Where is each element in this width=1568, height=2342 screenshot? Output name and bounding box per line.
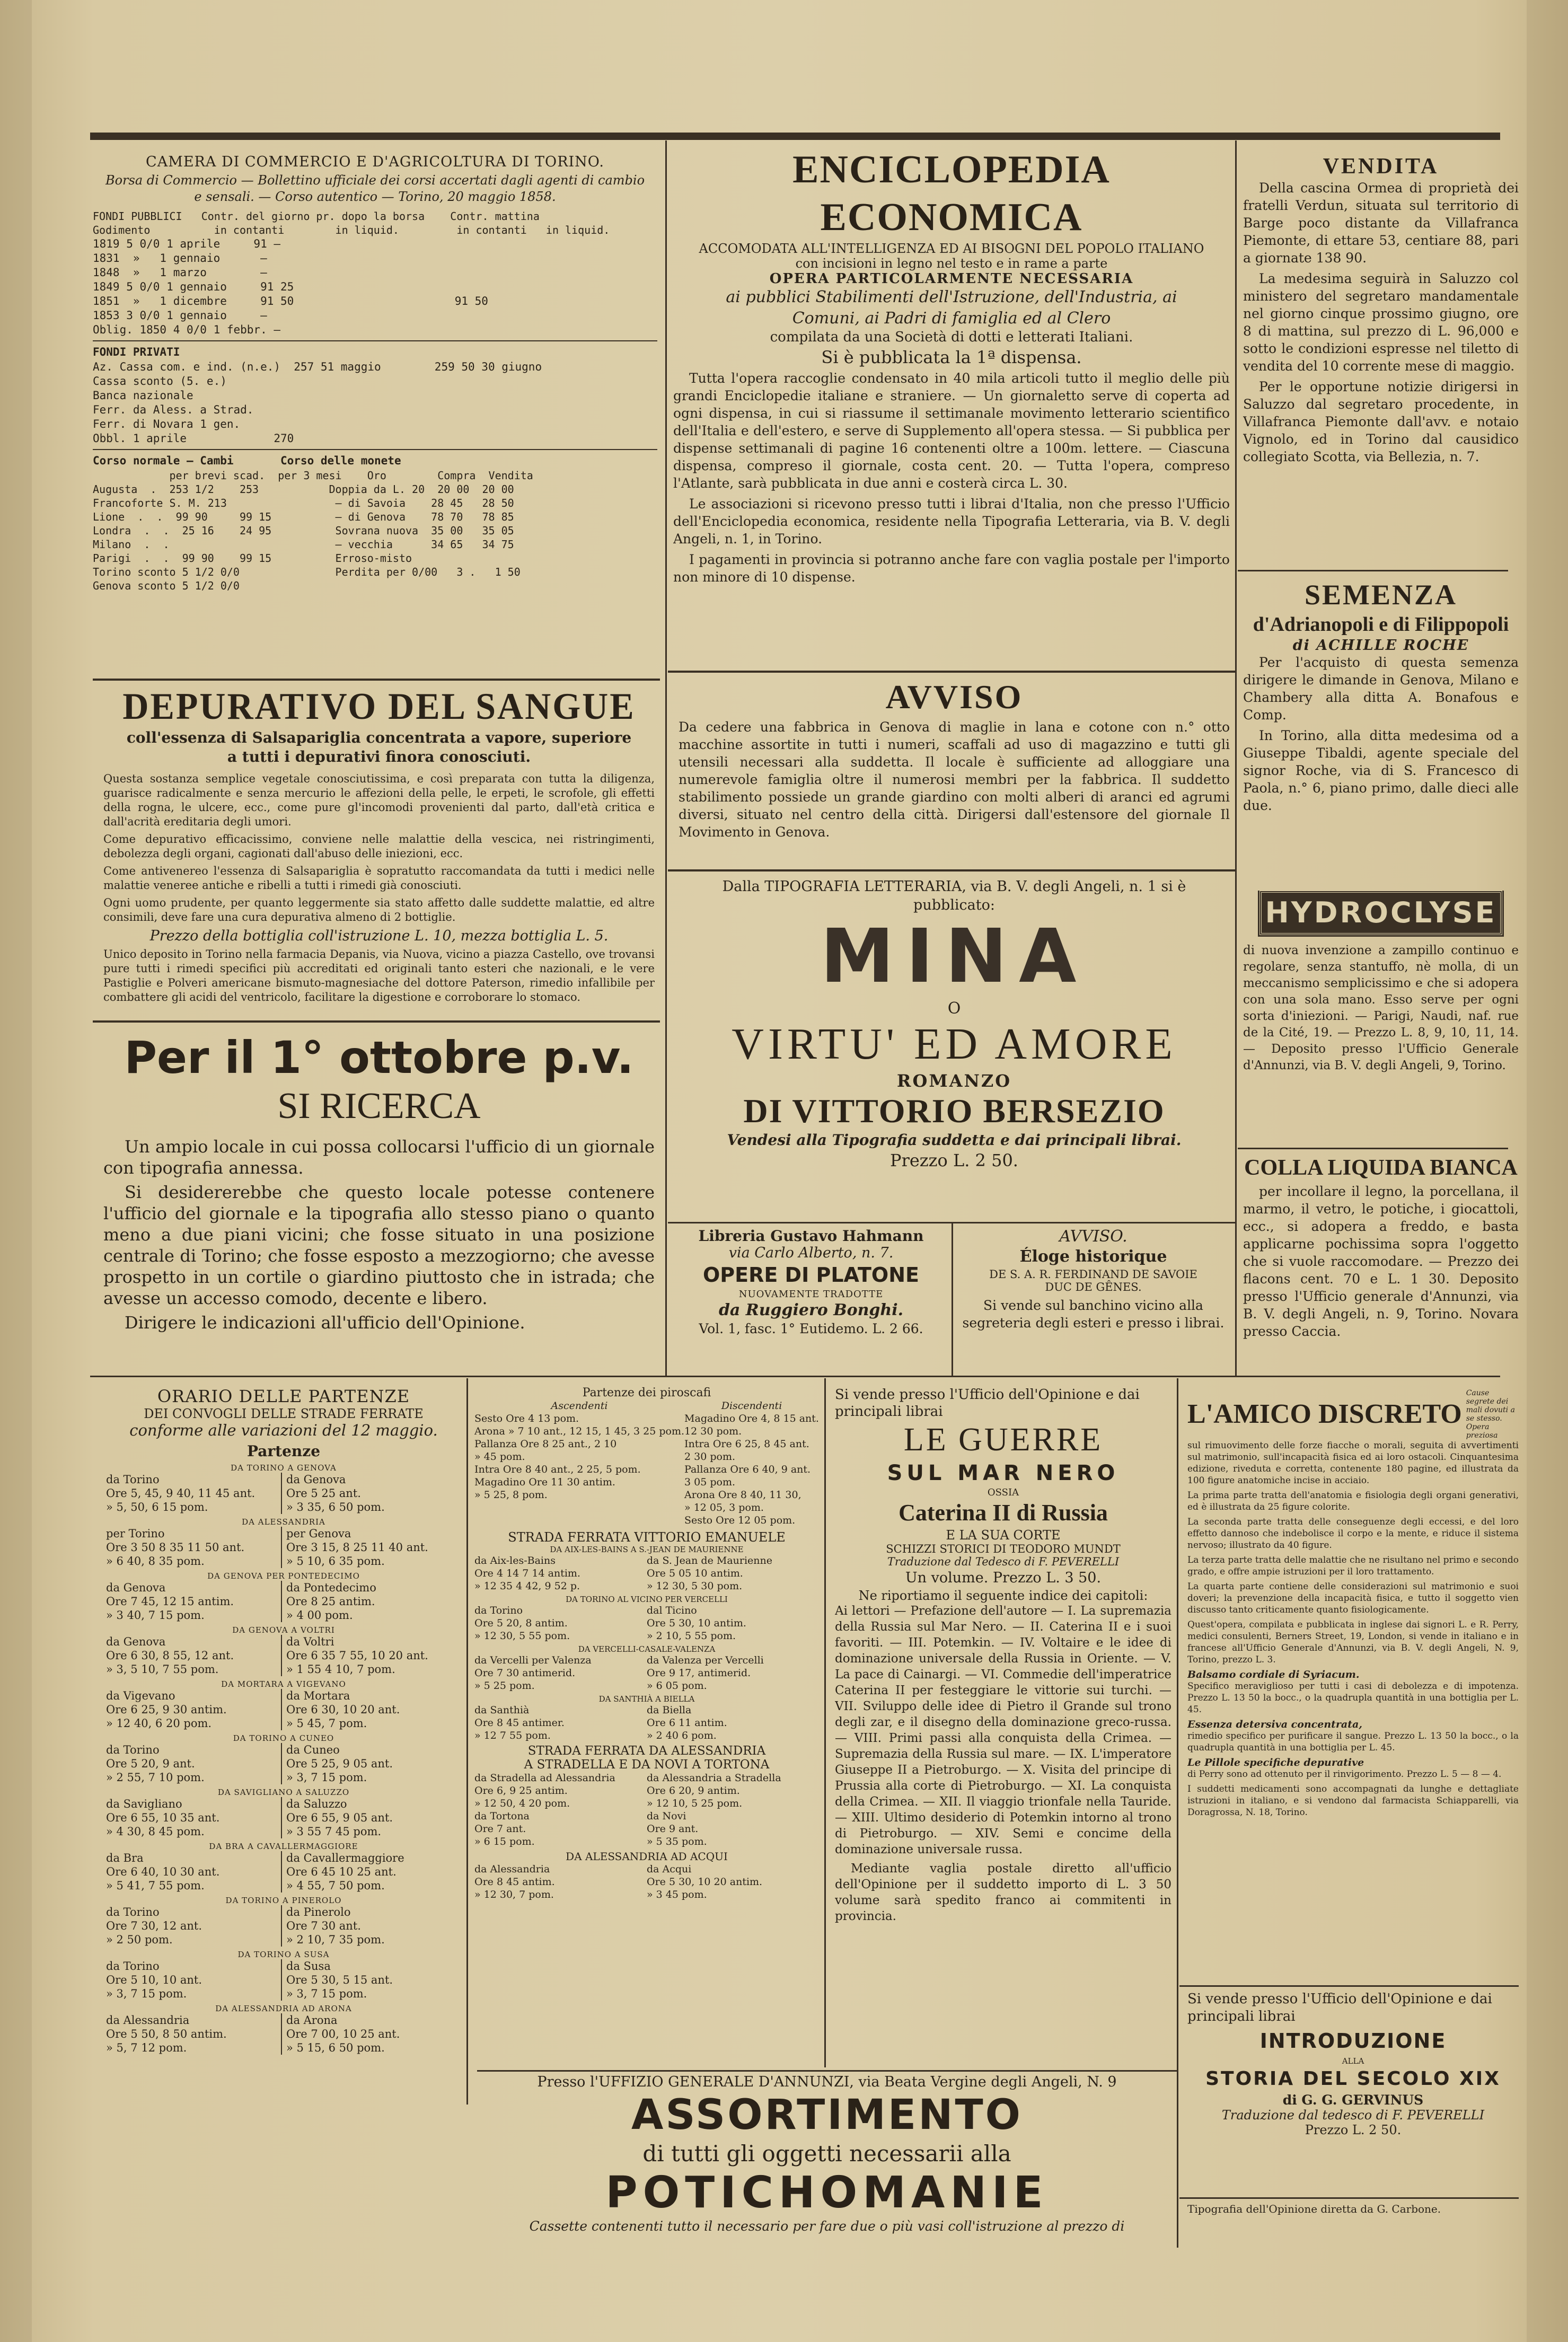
assortimento-footer: Cassette contenenti tutto il necessario per fare due o più vasi coll'istruzione al prezzo di bbox=[529, 2218, 1125, 2234]
timetable-section bbox=[106, 1733, 461, 1784]
guerre-ossia: OSSIA bbox=[987, 1487, 1019, 1498]
introduzione-alla: ALLA bbox=[1342, 2056, 1364, 2066]
guerre-vol: Un volume. Prezzo L. 3 50. bbox=[905, 1570, 1102, 1586]
timetable-title: ORARIO DELLE PARTENZE bbox=[157, 1386, 410, 1406]
public-funds-table: 1819 5 0/0 1 aprile 91 — 1831 » 1 gennaio — 1848 » 1 marzo — 1849 5 0/0 1 gennaio 91 25 1851 » 1 dicembre 91 50 91 50 1853 3 0/0 1 gennaio — Oblig. 1850 4 0/0 1 febbr. — bbox=[93, 237, 488, 336]
timetable-section-head: DA ALESSANDRIA AD ARONA bbox=[215, 2004, 352, 2013]
timetable-cell: da Torino Ore 5 20, 9 ant. » 2 55, 7 10 pom. bbox=[106, 1744, 205, 1784]
timetable-cell: da Saluzzo Ore 6 55, 9 05 ant. » 3 55 7 45 pom. bbox=[281, 1797, 461, 1838]
timetable-section bbox=[106, 1842, 461, 1892]
biella-a: da Santhià Ore 8 45 antimer. » 12 7 55 pom. bbox=[474, 1704, 565, 1741]
guerre-title2: SUL MAR NERO bbox=[887, 1461, 1120, 1485]
guerre-ad bbox=[835, 1386, 1171, 2070]
platone-by: da Ruggiero Bonghi. bbox=[718, 1301, 904, 1319]
introduzione-storia: STORIA DEL SECOLO XIX bbox=[1205, 2068, 1501, 2090]
platone-vol: Vol. 1, fasc. 1° Eutidemo. L. 2 66. bbox=[699, 1321, 923, 1336]
amico-body7: Specifico meraviglioso per tutti i casi di debolezza e di impotenza. Prezzo L. 13 50 la bocc., o la quadrupla quantità in una bottiglia per L. 45. bbox=[1187, 1681, 1519, 1715]
column-rule bbox=[1177, 1378, 1178, 2248]
guerre-corte: E LA SUA CORTE bbox=[946, 1528, 1061, 1543]
amico-ad bbox=[1187, 1389, 1519, 1980]
introduzione-price: Prezzo L. 2 50. bbox=[1305, 2123, 1402, 2137]
amico-body: sul rimuovimento delle forze fiacche o morali, seguita di avvertimenti sul matrimonio, sull'incapacità fisica ed ai loro ostacoli. Cinquantesima edizione, riveduta e corretta, contenente 180 pagine, ed illustrata da 100 figure anatomiche incise in acciaio. bbox=[1187, 1440, 1519, 1486]
timetable-cell: da Alessandria Ore 5 50, 8 50 antim. » 5, 7 12 pom. bbox=[106, 2014, 227, 2054]
public-funds-header: FONDI PUBBLICI Contr. del giorno pr. dopo la borsa Contr. mattina Godimento in contanti in liquid. in contanti in liquid. bbox=[93, 210, 610, 236]
section-rule bbox=[90, 1376, 1500, 1377]
guerre-title: LE GUERRE bbox=[903, 1422, 1103, 1458]
divider bbox=[1238, 570, 1508, 571]
guerre-schizzi: SCHIZZI STORICI DI TEODORO MUNDT bbox=[886, 1543, 1121, 1555]
eloge-ad bbox=[957, 1227, 1230, 1373]
timetable-section-head: DA GENOVA PER PONTEDECIMO bbox=[207, 1571, 360, 1581]
timetable-section bbox=[106, 1950, 461, 2001]
private-funds-table: Az. Cassa com. e ind. (n.e.) 257 51 maggio 259 50 30 giugno Cassa sconto (5. e.) Banca nazionale Ferr. da Aless. a Strad. Ferr. di Novara 1 gen. Obbl. 1 aprile 270 bbox=[93, 360, 542, 445]
amico-body3: La seconda parte tratta delle conseguenze degli eccessi, e del loro effetto dannoso che indebolisce il corpo e la mente, e riduce il sistema nervoso; illustrato da 40 figure. bbox=[1187, 1517, 1519, 1551]
potichomanie-title: POTICHOMANIE bbox=[605, 2168, 1049, 2218]
eloge-head: AVVISO. bbox=[1059, 1227, 1127, 1246]
amico-body8: rimedio specifico per purificare il sangue. Prezzo L. 13 50 la bocc., o la quadrupla quantità in una bottiglia per L. 45. bbox=[1187, 1731, 1519, 1753]
introduzione-trad: Traduzione dal tedesco di F. PEVERELLI bbox=[1221, 2108, 1485, 2123]
colla-ad bbox=[1243, 1153, 1519, 1373]
wanted-body2: Si desidererebbe che questo locale potesse contenere l'ufficio del giornale e la tipografia allo stesso piano o quanto meno a due piani vicini; che fosse situato in una posizione centrale di Torino; che fosse esposto a mezzogiorno; che avesse prospetto in un cortile o giardino piuttosto che in istrada; che avesse un accesso comodo, decente e libero. bbox=[103, 1182, 655, 1308]
introduzione-title: INTRODUZIONE bbox=[1259, 2029, 1447, 2053]
printer-credit: Tipografia dell'Opinione diretta da G. Carbone. bbox=[1187, 2203, 1441, 2215]
semenza-title: SEMENZA bbox=[1304, 579, 1458, 611]
wanted-title: Per il 1° ottobre p.v. bbox=[124, 1032, 634, 1084]
enciclopedia-line3: OPERA PARTICOLARMENTE NECESSARIA bbox=[769, 271, 1134, 287]
divider bbox=[477, 2070, 1177, 2072]
acqui-b: da Acqui Ore 5 30, 10 20 antim. » 3 45 pom. bbox=[647, 1863, 763, 1900]
vercelli-head: DA TORINO AL VICINO PER VERCELLI bbox=[566, 1595, 728, 1604]
amico-aside: Cause segrete dei mali dovuti a se stesso. Opera preziosa bbox=[1466, 1389, 1515, 1440]
divider bbox=[93, 679, 660, 681]
enciclopedia-title: ENCICLOPEDIA ECONOMICA bbox=[792, 148, 1111, 239]
vercelli-a: da Torino Ore 5 20, 8 antim. » 12 30, 5 55 pom. bbox=[474, 1605, 570, 1642]
right-edge-shadow bbox=[1527, 0, 1568, 2342]
introduzione-by: di G. G. GERVINUS bbox=[1282, 2092, 1424, 2108]
alessandria-head: STRADA FERRATA DA ALESSANDRIA bbox=[527, 1744, 766, 1758]
column-rule bbox=[952, 1223, 953, 1376]
timetable-cell: da Vigevano Ore 6 25, 9 30 antim. » 12 40, 6 20 pom. bbox=[106, 1689, 227, 1730]
colla-body: per incollare il legno, la porcellana, il marmo, il vetro, le potiche, i giocattoli, ecc., si adopera a freddo, e basta applicarne pochissima sopra l'oggetto che si vuole raccomodare. — Prezzo dei flacons cent. 70 e L. 1 30. Deposito presso l'Ufficio generale d'Annunzi, via B. V. degli Angeli, n. 9, Torino. Novara presso Caccia. bbox=[1243, 1184, 1519, 1339]
timetable-section bbox=[106, 1571, 461, 1622]
timetable-section bbox=[106, 1463, 461, 1514]
bulletin-subtitle: Borsa di Commercio — Bollettino ufficiale dei corsi accertati dagli agenti di cambio e sensali. — Corso autentico — Torino, 20 maggio 1858. bbox=[105, 173, 645, 204]
platone-title: OPERE DI PLATONE bbox=[703, 1263, 919, 1287]
semenza-subtitle2: di ACHILLE ROCHE bbox=[1292, 637, 1469, 654]
assortimento-intro: Presso l'UFFIZIO GENERALE D'ANNUNZI, via Beata Vergine degli Angeli, N. 9 bbox=[537, 2074, 1117, 2090]
amico-body10: I suddetti medicamenti sono accompagnati da lunghe e dettagliate istruzioni in italiano, e si vendono dal farmacista Schiapparelli, via Doragrossa, N. 18, Torino. bbox=[1187, 1784, 1519, 1818]
mina-ad bbox=[679, 877, 1230, 1248]
timetable-subtitle: DEI CONVOGLI DELLE STRADE FERRATE bbox=[144, 1406, 424, 1421]
timetable-section-head: DA BRA A CAVALLERMAGGIORE bbox=[209, 1842, 358, 1851]
semenza-subtitle: d'Adrianopoli e di Filippopoli bbox=[1253, 613, 1509, 636]
guerre-trad: Traduzione dal Tedesco di F. PEVERELLI bbox=[887, 1555, 1120, 1568]
assortimento-ad bbox=[480, 2074, 1174, 2251]
enciclopedia-body2: Le associazioni si ricevono presso tutti i librai d'Italia, non che presso l'Ufficio dell'Enciclopedia economica, residente nella Tipografia Letteraria, via B. V. degli Angeli, n. 1, in Torino. bbox=[673, 496, 1230, 547]
acqui-a: da Alessandria Ore 8 45 antim. » 12 30, 7 pom. bbox=[474, 1863, 555, 1900]
depurativo-body: Questa sostanza semplice vegetale conosciutissima, e così preparata con tutta la diligenza, guarisce radicalmente e senza mercurio le affezioni della pelle, le erpeti, le scrofole, gli effetti della rogna, le ulcere, ecc., come pure gl'incomodi provenienti dal parto, dall'età critica e dall'acrità ereditaria degli umori. bbox=[103, 772, 655, 828]
timetable-cell: da Genova Ore 6 30, 8 55, 12 ant. » 3, 5 10, 7 55 pom. bbox=[106, 1635, 234, 1676]
enciclopedia-ad bbox=[673, 146, 1230, 671]
vittorio-title: STRADA FERRATA VITTORIO EMANUELE bbox=[508, 1530, 786, 1545]
platone-ad bbox=[676, 1227, 946, 1373]
wanted-body3: Dirigere le indicazioni all'ufficio dell'Opinione. bbox=[125, 1313, 525, 1333]
timetable-section bbox=[106, 1517, 461, 1568]
mina-vendesi: Vendesi alla Tipografia suddetta e dai principali librai. bbox=[727, 1131, 1182, 1149]
bulletin-title: CAMERA DI COMMERCIO E D'AGRICOLTURA DI TORINO. bbox=[146, 154, 604, 170]
enciclopedia-line2: con incisioni in legno nel testo e in rame a parte bbox=[795, 256, 1108, 271]
steamboat-desc-head: Discendenti bbox=[721, 1400, 782, 1412]
depurativo-price: Prezzo della bottiglia coll'istruzione L. 10, mezza bottiglia L. 5. bbox=[149, 928, 609, 944]
column-rule bbox=[1235, 140, 1237, 1376]
timetable-section-head: DA TORINO A GENOVA bbox=[231, 1463, 337, 1473]
valenza-a: da Vercelli per Valenza Ore 7 30 antimerid. » 5 25 pom. bbox=[474, 1654, 592, 1692]
valenza-b: da Valenza per Vercelli Ore 9 17, antimerid. » 6 05 pom. bbox=[647, 1654, 764, 1692]
colla-title: COLLA LIQUIDA BIANCA bbox=[1244, 1156, 1518, 1180]
timetable-section bbox=[106, 1679, 461, 1730]
timetable-cell: da Voltri Ore 6 35 7 55, 10 20 ant. » 1 55 4 10, 7 pom. bbox=[281, 1635, 461, 1676]
stock-exchange-bulletin bbox=[93, 154, 657, 676]
timetable-section bbox=[106, 1788, 461, 1838]
timetable-cell: per Genova Ore 3 15, 8 25 11 40 ant. » 5 10, 6 35 pom. bbox=[281, 1527, 461, 1568]
vendita-body2: La medesima seguirà in Saluzzo col ministero del segretaro mandamentale nel giorno cinque prossimo giugno, ore 8 di mattina, sul prezzo di L. 96,000 e sotto le condizioni espresse nel tiletto di vendita del 10 corrente mese di maggio. bbox=[1243, 271, 1519, 374]
divider bbox=[93, 1020, 660, 1023]
steamboat-timetable bbox=[474, 1386, 819, 2070]
amico-body2: La prima parte tratta dell'anatomia e fisiologia degli organi generativi, ed è illustrata da 25 figure colorite. bbox=[1187, 1490, 1519, 1512]
mina-price: Prezzo L. 2 50. bbox=[890, 1150, 1018, 1170]
guerre-caterina: Caterina II di Russia bbox=[898, 1500, 1108, 1526]
semenza-body: Per l'acquisto di questa semenza dirigere le dimande in Genova, Milano e Chambery alla ditta A. Bonafous e Comp. bbox=[1243, 655, 1519, 723]
timetable-cell: da Mortara Ore 6 30, 10 20 ant. » 5 45, 7 pom. bbox=[281, 1689, 461, 1730]
depurativo-body4: Ogni uomo prudente, per quanto leggermente sia stato affetto dalle suddette malattie, ed altre consimili, deve fare una cura depurativa almeno di 2 bottiglie. bbox=[103, 896, 655, 923]
timetable-cell: da Savigliano Ore 6 55, 10 35 ant. » 4 30, 8 45 pom. bbox=[106, 1798, 220, 1838]
avviso-ad bbox=[679, 676, 1230, 867]
timetable-section-head: DA GENOVA A VOLTRI bbox=[232, 1625, 335, 1635]
steamboat-title: Partenze dei piroscafi bbox=[582, 1386, 711, 1399]
timetable-cell: da Bra Ore 6 40, 10 30 ant. » 5 41, 7 55 pom. bbox=[106, 1852, 220, 1892]
guerre-intro: Si vende presso l'Ufficio dell'Opinione e dai principali librai bbox=[835, 1387, 1140, 1420]
timetable-cell: da Torino Ore 7 30, 12 ant. » 2 50 pom. bbox=[106, 1906, 202, 1946]
enciclopedia-body3: I pagamenti in provincia si potranno anche fare con vaglia postale per l'importo non minore di 10 dispense. bbox=[673, 552, 1230, 585]
divider bbox=[1179, 2197, 1519, 2199]
mina-title: MINA bbox=[820, 913, 1088, 1000]
exchange-header: Corso normale — Cambi Corso delle monete bbox=[93, 454, 401, 467]
depurativo-body5: Unico deposito in Torino nella farmacia Depanis, via Nuova, vicino a piazza Castello, ove trovansi pure tutti i rimedi specifici più accreditati ed originali tanto esteri che nazionali, e le vere Pastiglie e Polveri americane bismuto-magnesiache del dottore Paterson, rimedio infallibile per combattere gli acidi del ventricolo, facilitare la digestione e corroborare lo stomaco. bbox=[103, 948, 655, 1003]
hydroclyse-title: HYDROCLYSE bbox=[1259, 891, 1502, 935]
timetable-section-head: DA MORTARA A VIGEVANO bbox=[221, 1679, 346, 1689]
wanted-ad bbox=[103, 1031, 655, 1370]
footer-printer bbox=[1187, 2203, 1519, 2224]
column-rule bbox=[665, 140, 667, 1376]
mina-o: O bbox=[947, 999, 961, 1018]
alessandria-head2: A STRADELLA E DA NOVI A TORTONA bbox=[524, 1758, 770, 1772]
timetable-subtitle2: conforme alle variazioni del 12 maggio. bbox=[129, 1421, 438, 1439]
timetable-cell: da Genova Ore 5 25 ant. » 3 35, 6 50 pom. bbox=[281, 1473, 461, 1514]
semenza-body2: In Torino, alla ditta medesima od a Giuseppe Tibaldi, agente speciale del signor Roche, via di S. Francesco di Paola, n.° 6, piano primo, dalle dieci alle due. bbox=[1243, 728, 1519, 813]
valenza-head: DA VERCELLI-CASALE-VALENZA bbox=[578, 1644, 716, 1654]
avviso-body: Da cedere una fabbrica in Genova di maglie in lana e cotone con n.° otto macchine assortite in tutti i numeri, scaffali ad uso di magazzino e tutti gli utensili necessari alla suddetta. Il locale è sufficiente ad alloggiare una numerevole famiglia oltre il numerosi membri per la fabbrica. Il suddetto stabilimento possiede un grande giardino con molti alberi di aranci ed agrumi diversi, situato nel centro della città. Dirigersi dall'estensore del giornale Il Movimento in Genova. bbox=[679, 719, 1230, 840]
timetable-cell: per Torino Ore 3 50 8 35 11 50 ant. » 6 40, 8 35 pom. bbox=[106, 1527, 245, 1568]
guerre-body: Ne riportiamo il seguente indice dei capitoli: bbox=[858, 1588, 1148, 1603]
timetable-section bbox=[106, 1896, 461, 1947]
wanted-subtitle: SI RICERCA bbox=[277, 1086, 481, 1126]
timetable-section-head: DA SAVIGLIANO A SALUZZO bbox=[217, 1788, 350, 1797]
timetable-cell: da Pontedecimo Ore 8 25 antim. » 4 00 pom. bbox=[281, 1581, 461, 1622]
enciclopedia-line5: compilata da una Società di dotti e letterati Italiani. bbox=[770, 329, 1133, 345]
depurativo-ad bbox=[103, 684, 655, 1012]
hydroclyse-ad bbox=[1243, 891, 1519, 1150]
assortimento-subtitle: di tutti gli oggetti necessarii alla bbox=[642, 2141, 1011, 2167]
amico-body6: Quest'opera, compilata e pubblicata in inglese dai signori L. e R. Perry, medici consulenti, Berners Street, 19, London, si vende in italiano e in francese all'Ufficio Generale d'Annunzi, via B. V. degli Angeli, N. 9, Torino, prezzo L. 3. bbox=[1187, 1619, 1519, 1665]
amico-essenza: Essenza detersiva concentrata, bbox=[1187, 1719, 1362, 1730]
eloge-sub2: DUC DE GÊNES. bbox=[1045, 1281, 1142, 1293]
vendita-ad bbox=[1243, 154, 1519, 554]
column-rule bbox=[466, 1378, 468, 2105]
timetable-section-head: DA TORINO A CUNEO bbox=[233, 1733, 334, 1743]
depurativo-body2: Come depurativo efficacissimo, conviene nelle malattie della vescica, nei ristringimenti, debolezza degli organi, cagionati dall'abuso delle iniezioni, ecc. bbox=[103, 833, 655, 860]
timetable-cell: da Cuneo Ore 5 25, 9 05 ant. » 3, 7 15 pom. bbox=[281, 1743, 461, 1784]
divider bbox=[1238, 1148, 1508, 1149]
timetable-section-head: DA TORINO A SUSA bbox=[237, 1950, 330, 1959]
introduzione-intro: Si vende presso l'Ufficio dell'Opinione e dai principali librai bbox=[1187, 1991, 1492, 2024]
aix-a: da Aix-les-Bains Ore 4 14 7 14 antim. » 12 35 4 42, 9 52 p. bbox=[474, 1555, 580, 1592]
aix-head: DA AIX-LES-BAINS A S.-JEAN DE MAURIENNE bbox=[550, 1545, 744, 1554]
hydroclyse-body: di nuova invenzione a zampillo continuo e regolare, senza stantuffo, nè molla, di un meccanismo semplicissimo e che si adopera con una sola mano. Esso serve per ogni sorta d'iniezioni. — Parigi, Naudi, naf. rue de la Cité, 19. — Prezzo L. 8, 9, 10, 11, 14. — Deposito presso l'Ufficio Generale d'Annunzi, via B. V. degli Angeli, 9, Torino. bbox=[1243, 944, 1519, 1072]
semenza-ad bbox=[1243, 578, 1519, 875]
vendita-title: VENDITA bbox=[1323, 154, 1439, 179]
private-funds-header: FONDI PRIVATI bbox=[93, 346, 180, 358]
avviso-title: AVVISO bbox=[885, 678, 1023, 716]
mina-romanzo: ROMANZO bbox=[896, 1071, 1012, 1091]
eloge-body: Si vende sul banchino vicino alla segreteria degli esteri e presso i librai. bbox=[962, 1298, 1225, 1331]
railway-timetable bbox=[106, 1386, 461, 2213]
timetable-cell: da Pinerolo Ore 7 30 ant. » 2 10, 7 35 pom. bbox=[281, 1905, 461, 1947]
guerre-body3: Mediante vaglia postale diretto all'ufficio dell'Opinione per il suddetto importo di L. 3 50 volume sarà spedito franco ai commitenti in provincia. bbox=[835, 1862, 1171, 1923]
timetable-section bbox=[106, 1625, 461, 1676]
eloge-title: Éloge historique bbox=[1019, 1247, 1167, 1266]
timetable-partenze: Partenze bbox=[246, 1442, 321, 1460]
timetable-cell: da Genova Ore 7 45, 12 15 antim. » 3 40, 7 15 pom. bbox=[106, 1581, 234, 1622]
timetable-cell: da Torino Ore 5 10, 10 ant. » 3, 7 15 pom. bbox=[106, 1960, 202, 2000]
amico-body4: La terza parte tratta delle malattie che ne risultano nel primo e secondo grado, e offre ampie istruzioni per il loro trattamento. bbox=[1187, 1555, 1519, 1577]
mina-subtitle: VIRTU' ED AMORE bbox=[732, 1019, 1177, 1069]
top-rule bbox=[90, 133, 1500, 140]
amico-body9: di Perry sono ad ottenuto per il rinvigorimento. Prezzo L. 5 — 8 — 4. bbox=[1187, 1769, 1502, 1780]
amico-title: L'AMICO DISCRETO bbox=[1187, 1399, 1462, 1429]
vercelli-b: dal Ticino Ore 5 30, 10 antim. » 2 10, 5 55 pom. bbox=[647, 1605, 746, 1642]
biella-head: DA SANTHIÀ A BIELLA bbox=[598, 1694, 695, 1704]
steamboat-desc: Magadino Ore 4, 8 15 ant. 12 30 pom. Intra Ore 6 25, 8 45 ant. 2 30 pom. Pallanza Ore 6 40, 9 ant. 3 05 pom. Arona Ore 8 40, 11 30, » 12 05, 3 pom. Sesto Ore 12 05 pom. bbox=[684, 1413, 819, 1526]
timetable-cell: da Susa Ore 5 30, 5 15 ant. » 3, 7 15 pom. bbox=[281, 1959, 461, 2001]
vendita-body3: Per le opportune notizie dirigersi in Saluzzo dal segretaro procedente, in Villafranca Piemonte dall'avv. e notaio Vignolo, ed in Torino dal causidico collegiato Scotta, via Bellezia, n. 7. bbox=[1243, 379, 1519, 464]
amico-balsamo: Balsamo cordiale di Syriacum. bbox=[1187, 1669, 1360, 1680]
biella-b: da Biella Ore 6 11 antim. » 2 40 6 pom. bbox=[647, 1704, 727, 1741]
exchange-table: per brevi scad. per 3 mesi Oro Compra Vendita Augusta . 253 1/2 253 Doppia da L. 20 20 00 20 00 Francoforte S. M. 213 — di Savoia 28 45 28 50 Lione . . 99 90 99 15 — di Genova 78 70 78 85 Londra . . 25 16 24 95 Sovrana nuova 35 00 35 05 Milano . . — vecchia 34 65 34 75 Parigi . . 99 90 99 15 Erroso-misto Torino sconto 5 1/2 0/0 Perdita per 0/00 3 . 1 50 Genova sconto 5 1/2 0/0 bbox=[93, 469, 533, 592]
platone-sub: NUOVAMENTE TRADOTTE bbox=[738, 1289, 884, 1300]
amico-body5: La quarta parte contiene delle considerazioni sul matrimonio e suoi doveri; la prevenzione della incapacità fisica, e tutto il soggetto vien discusso tanto criticamente quanto fisiologicamente. bbox=[1187, 1581, 1519, 1615]
amico-pillole: Le Pillole specifiche depurative bbox=[1187, 1757, 1364, 1768]
enciclopedia-line6: Si è pubblicata la 1ª dispensa. bbox=[821, 347, 1082, 367]
divider bbox=[668, 869, 1235, 871]
column-rule bbox=[824, 1378, 826, 2067]
timetable-section bbox=[106, 2004, 461, 2055]
left-edge-shadow bbox=[0, 0, 32, 2342]
enciclopedia-body: Tutta l'opera raccoglie condensato in 40 mila articoli tutto il meglio delle più grandi Enciclopedie italiane e straniere. — Un giornaletto serve di coperta ad ogni dispensa, in cui si riassume il settimanale movimento letterario scientifico dell'Italia e dell'estero, e serve di Supplemento all'opera stessa. — Si pubblica per dispense settimanali di pagine 16 contenenti oltre a 100m. lettere. — Ciascuna dispensa, compreso il giornale, costa cent. 20. — Tutta l'opera, compreso l'Atlante, sarà pubblicata in due anni e costerà circa L. 30. bbox=[673, 371, 1230, 491]
platone-addr: via Carlo Alberto, n. 7. bbox=[728, 1245, 894, 1261]
timetable-section-head: DA TORINO A PINEROLO bbox=[225, 1896, 342, 1905]
steamboat-asc: Sesto Ore 4 13 pom. Arona » 7 10 ant., 12 15, 1 45, 3 25 pom. Pallanza Ore 8 25 ant., 2 10 » 45 pom. Intra Ore 8 40 ant., 2 25, 5 pom. Magadino Ore 11 30 antim. » 5 25, 8 pom. bbox=[474, 1413, 685, 1501]
eloge-sub: DE S. A. R. FERDINAND DE SAVOIE bbox=[989, 1268, 1197, 1281]
aix-b: da S. Jean de Maurienne Ore 5 05 10 antim. » 12 30, 5 30 pom. bbox=[647, 1555, 772, 1592]
timetable-cell: da Torino Ore 5, 45, 9 40, 11 45 ant. » 5, 50, 6 15 pom. bbox=[106, 1473, 256, 1513]
divider bbox=[668, 671, 1235, 673]
introduzione-ad bbox=[1187, 1991, 1519, 2192]
platone-head: Libreria Gustavo Hahmann bbox=[698, 1227, 924, 1245]
wanted-body: Un ampio locale in cui possa collocarsi l'ufficio di un giornale con tipografia annessa. bbox=[103, 1137, 655, 1178]
timetable-section-head: DA ALESSANDRIA bbox=[242, 1517, 325, 1527]
enciclopedia-line1: ACCOMODATA ALL'INTELLIGENZA ED AI BISOGNI DEL POPOLO ITALIANO bbox=[699, 241, 1204, 256]
depurativo-title: DEPURATIVO DEL SANGUE bbox=[122, 685, 636, 727]
divider bbox=[1179, 1985, 1519, 1987]
mina-author: DI VITTORIO BERSEZIO bbox=[743, 1092, 1165, 1130]
acqui-head: DA ALESSANDRIA AD ACQUI bbox=[566, 1850, 728, 1863]
mina-intro: Dalla TIPOGRAFIA LETTERARIA, via B. V. degli Angeli, n. 1 si è pubblicato: bbox=[722, 878, 1186, 913]
depurativo-body3: Come antivenereo l'essenza di Salsapariglia è sopratutto raccomandata da tutti i medici nelle malattie veneree antiche e ribelli a tutti i rimedi già conosciuti. bbox=[103, 865, 655, 892]
stradella-b: da Alessandria a Stradella Ore 6 20, 9 antim. » 12 10, 5 25 pom. da Novi Ore 9 ant. » 5 35 pom. bbox=[647, 1772, 781, 1847]
timetable-sections bbox=[106, 1463, 461, 2055]
enciclopedia-line4: ai pubblici Stabilimenti dell'Istruzione, dell'Industria, ai Comuni, ai Padri di famiglia ed al Clero bbox=[726, 288, 1177, 328]
assortimento-title: ASSORTIMENTO bbox=[631, 2091, 1023, 2139]
timetable-cell: da Arona Ore 7 00, 10 25 ant. » 5 15, 6 50 pom. bbox=[281, 2013, 461, 2055]
timetable-cell: da Cavallermaggiore Ore 6 45 10 25 ant. » 4 55, 7 50 pom. bbox=[281, 1851, 461, 1892]
vendita-body: Della cascina Ormea di proprietà dei fratelli Verdun, situata sul territorio di Barge poco distante da Villafranca Piemonte, di ettare 53, centiare 88, pari a giornate 138 90. bbox=[1243, 180, 1519, 266]
guerre-body2: Ai lettori — Prefazione dell'autore — I. La supremazia della Russia sul Mar Nero. — II. Caterina II e i suoi favoriti. — III. Potemkin. — IV. Voltaire e le idee di dominazione universale della Russia in Oriente. — V. La pace di Cainargi. — VI. Commedie dell'imperatrice Caterina II per festeggiare le vittorie sui turchi. — VII. Sviluppo delle idee di Pietro il Grande sul trono degli zar, e il disegno della dominazione greco-russa. — VIII. Primi passi alla conquista della Crimea. — Supremazia della Russia sul mare. — IX. L'imperatore Giuseppe II a Pietroburgo. — X. Visita del principe di Prussia alla corte di Pietroburgo. — XI. La conquista della Crimea. — XII. Il viaggio trionfale nella Tauride. — XIII. Ultimo desiderio di Potemkin intorno al trono di Pietroburgo. — XIV. Semi e concime della dominazione universale russa. bbox=[835, 1604, 1171, 1856]
steamboat-asc-head: Ascendenti bbox=[551, 1400, 608, 1412]
stradella-a: da Stradella ad Alessandria Ore 6, 9 25 antim. » 12 50, 4 20 pom. da Tortona Ore 7 ant. » 6 15 pom. bbox=[474, 1772, 615, 1847]
depurativo-subtitle: coll'essenza di Salsapariglia concentrata a vapore, superiore a tutti i depurativi finora conosciuti. bbox=[126, 729, 632, 765]
